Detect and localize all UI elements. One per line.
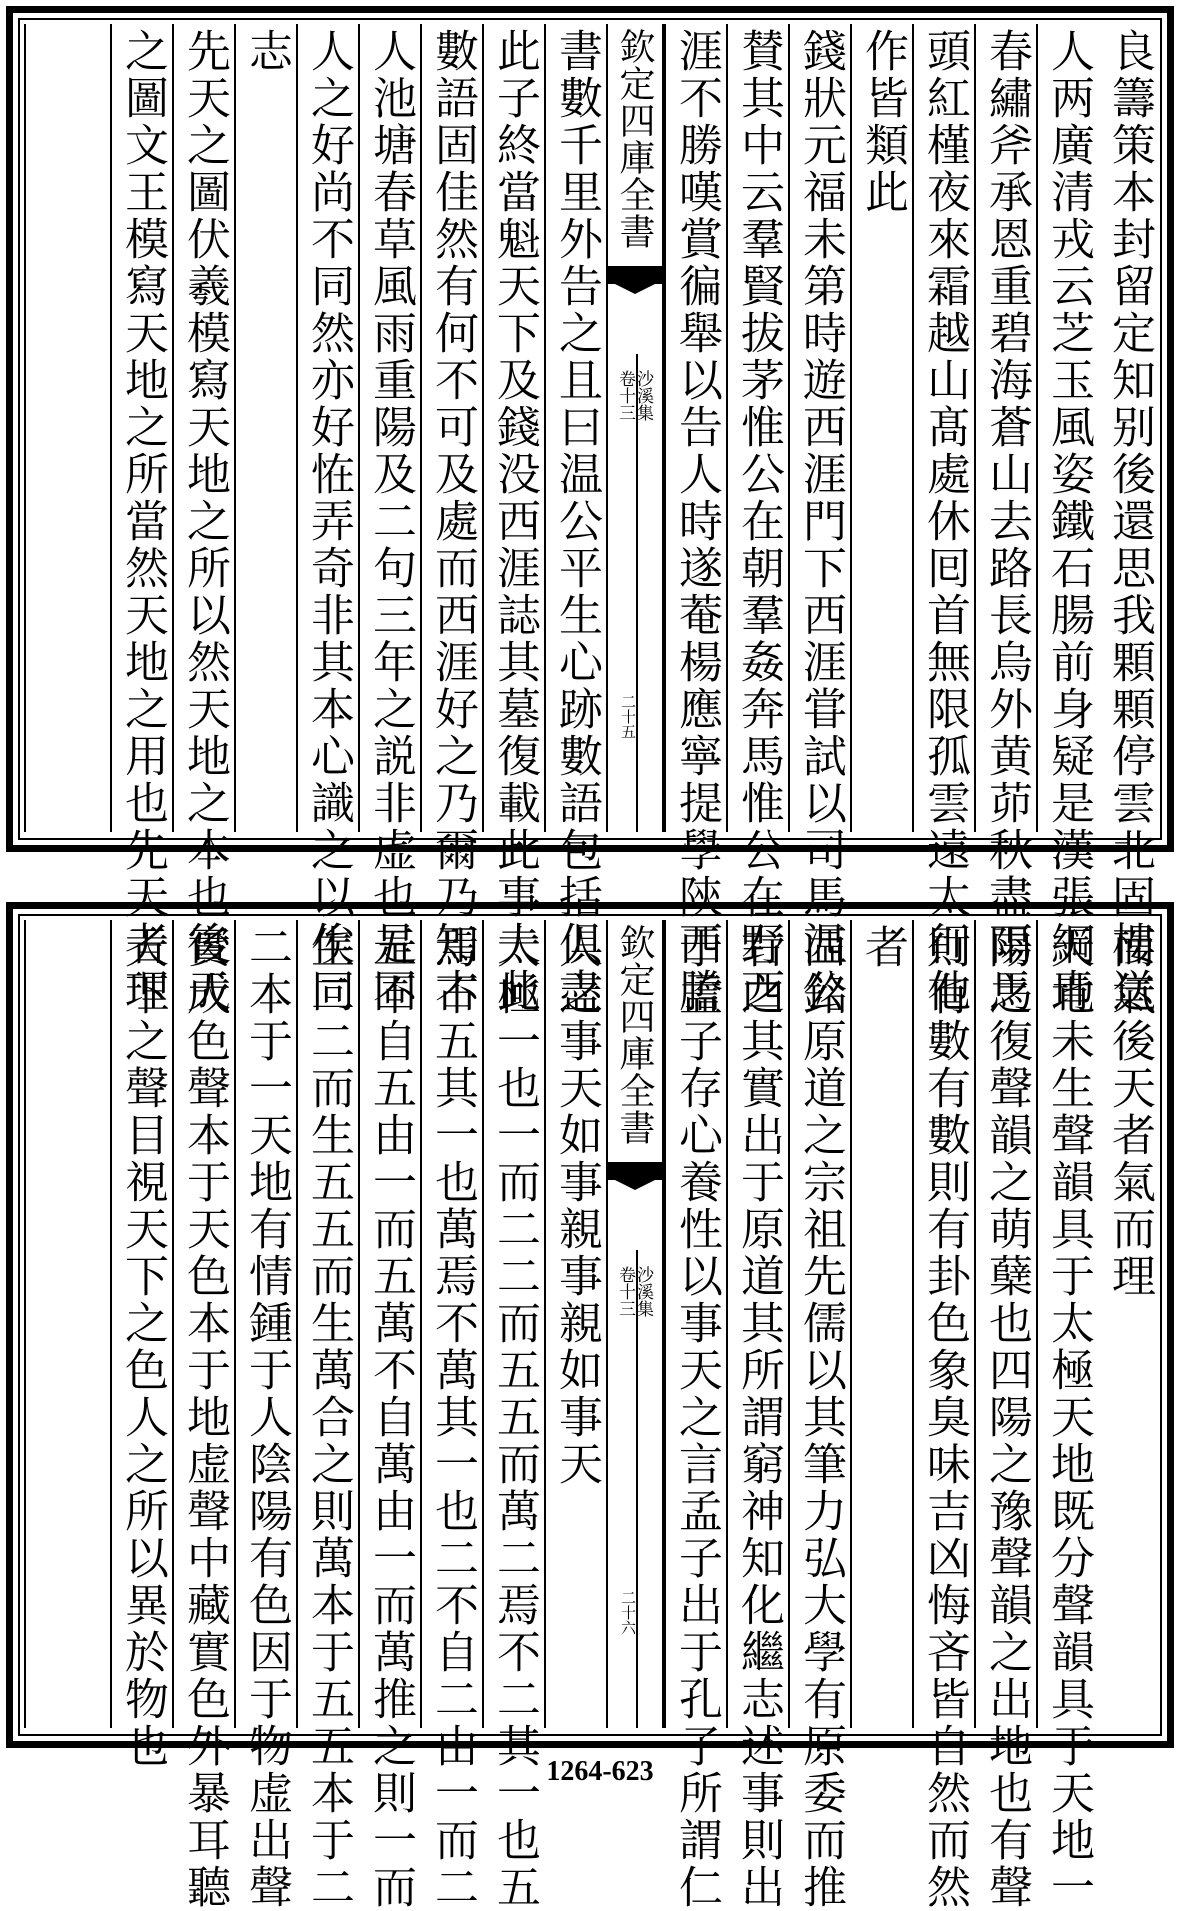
text-column: 之圖文王模寫天地之所當然天地之用也先天者理 bbox=[110, 24, 172, 832]
text-column: 人之好尚不同然亦好恠弄奇非其本心識之以俟同 bbox=[296, 24, 358, 832]
text-column: 先天之圖伏羲模寫天地之所以然天地之本也後天 bbox=[172, 24, 234, 832]
blank-column bbox=[24, 24, 110, 832]
text-column: 實成色聲本于天色本于地虚聲中藏實色外暴耳聽 bbox=[172, 920, 234, 1728]
text-column: 春繡斧承恩重碧海蒼山去路長烏外黄茆秋盡雨馬 bbox=[974, 24, 1036, 832]
page-number: 1264-623 bbox=[546, 1756, 654, 1787]
text-column: 者 bbox=[850, 920, 912, 1728]
text-column: 頭紅槿夜來霜越山髙處休囘首無限孤雲遠太行他 bbox=[912, 24, 974, 832]
text-column: 生二二而生五五而生萬合之則萬本于五五本于二 bbox=[296, 920, 358, 1728]
text-column: 陽之復聲韻之萌蘖也四陽之豫聲韻之出地也有聲 bbox=[974, 920, 1036, 1728]
text-column: 天地未生聲韻具于太極天地既分聲韻具于天地一 bbox=[1036, 920, 1098, 1728]
text-column: 而氣後天者氣而理 bbox=[1104, 924, 1155, 1300]
fold-rule bbox=[636, 1250, 638, 1728]
text-column: 西銘原道之宗祖先儒以其筆力弘大學有原委而推 bbox=[788, 920, 850, 1728]
text-column: 天下之聲目視天下之色人之所以異於物也 bbox=[110, 920, 172, 1728]
top-page bbox=[6, 6, 1174, 1015]
book-title: 沙溪集 bbox=[633, 370, 653, 421]
text-column: 人之事天如事親事親如事天 bbox=[544, 920, 606, 1728]
text-column: 人两廣清戎云芝玉風姿鐵石腸前身疑是漢張綱青 bbox=[1036, 24, 1098, 832]
center-fold bbox=[606, 24, 664, 832]
fold-rule bbox=[636, 354, 638, 832]
blank-column bbox=[24, 920, 110, 1728]
text-column: 二本于一天地有情鍾于人陰陽有色因于物虚出聲 bbox=[234, 920, 296, 1728]
library-title: 欽定四庫全書 bbox=[614, 28, 655, 250]
fishtail-mark bbox=[608, 266, 662, 284]
leaf-number: 二十六 bbox=[619, 1590, 637, 1635]
text-column: 五不自五由一而五萬不自萬由一而萬推之則一而 bbox=[358, 920, 420, 1728]
volume-label: 卷十三 bbox=[615, 370, 635, 421]
text-column: 錢狀元福未第時遊西涯門下西涯甞試以司馬温公 bbox=[788, 24, 850, 832]
center-fold bbox=[606, 920, 664, 1728]
book-title: 沙溪集 bbox=[633, 1266, 653, 1317]
volume-label: 卷十三 bbox=[615, 1266, 635, 1317]
text-column: 書數千里外告之且曰温公平生心跡數語包括俱盡 bbox=[544, 24, 606, 832]
text-column: 人池塘春草風雨重陽及二句三年之説非虚也是固 bbox=[358, 24, 420, 832]
text-column: 則有數有數則有卦色象臭味吉凶悔吝皆自然而然 bbox=[912, 920, 974, 1728]
text-column: 焉不五其一也萬焉不萬其一也二不自二由一而二 bbox=[420, 920, 482, 1728]
text-column: 志 bbox=[234, 24, 296, 832]
text-column: 于孟子存心養性以事天之言孟子出于孔子所謂仁 bbox=[664, 920, 726, 1728]
text-column: 此子終當魁天下及錢没西涯誌其墓復載此事夫此 bbox=[482, 24, 544, 832]
text-column: 良籌策本封留定知别後還思我顆顆停雲北固樓送 bbox=[1104, 28, 1155, 1015]
leaf-number: 二十五 bbox=[619, 694, 637, 739]
text-column: 涯不勝嘆賞徧舉以告人時遂菴楊應寧提學陝西謄 bbox=[664, 24, 726, 832]
text-column: 數語固佳然有何不可及處而西涯好之乃爾乃知古 bbox=[420, 24, 482, 832]
text-column: 太極一也一而二二而五五而萬二焉不二其一也五 bbox=[482, 920, 544, 1728]
library-title: 欽定四庫全書 bbox=[614, 924, 655, 1146]
text-column: 作皆類此 bbox=[850, 24, 912, 832]
text-column: 賛其中云羣賢拔茅惟公在朝羣姦奔馬惟公在野西 bbox=[726, 24, 788, 832]
fishtail-mark bbox=[608, 1162, 662, 1180]
text-column: 右之其實出于原道其所謂窮神知化繼志述事則出 bbox=[726, 920, 788, 1728]
